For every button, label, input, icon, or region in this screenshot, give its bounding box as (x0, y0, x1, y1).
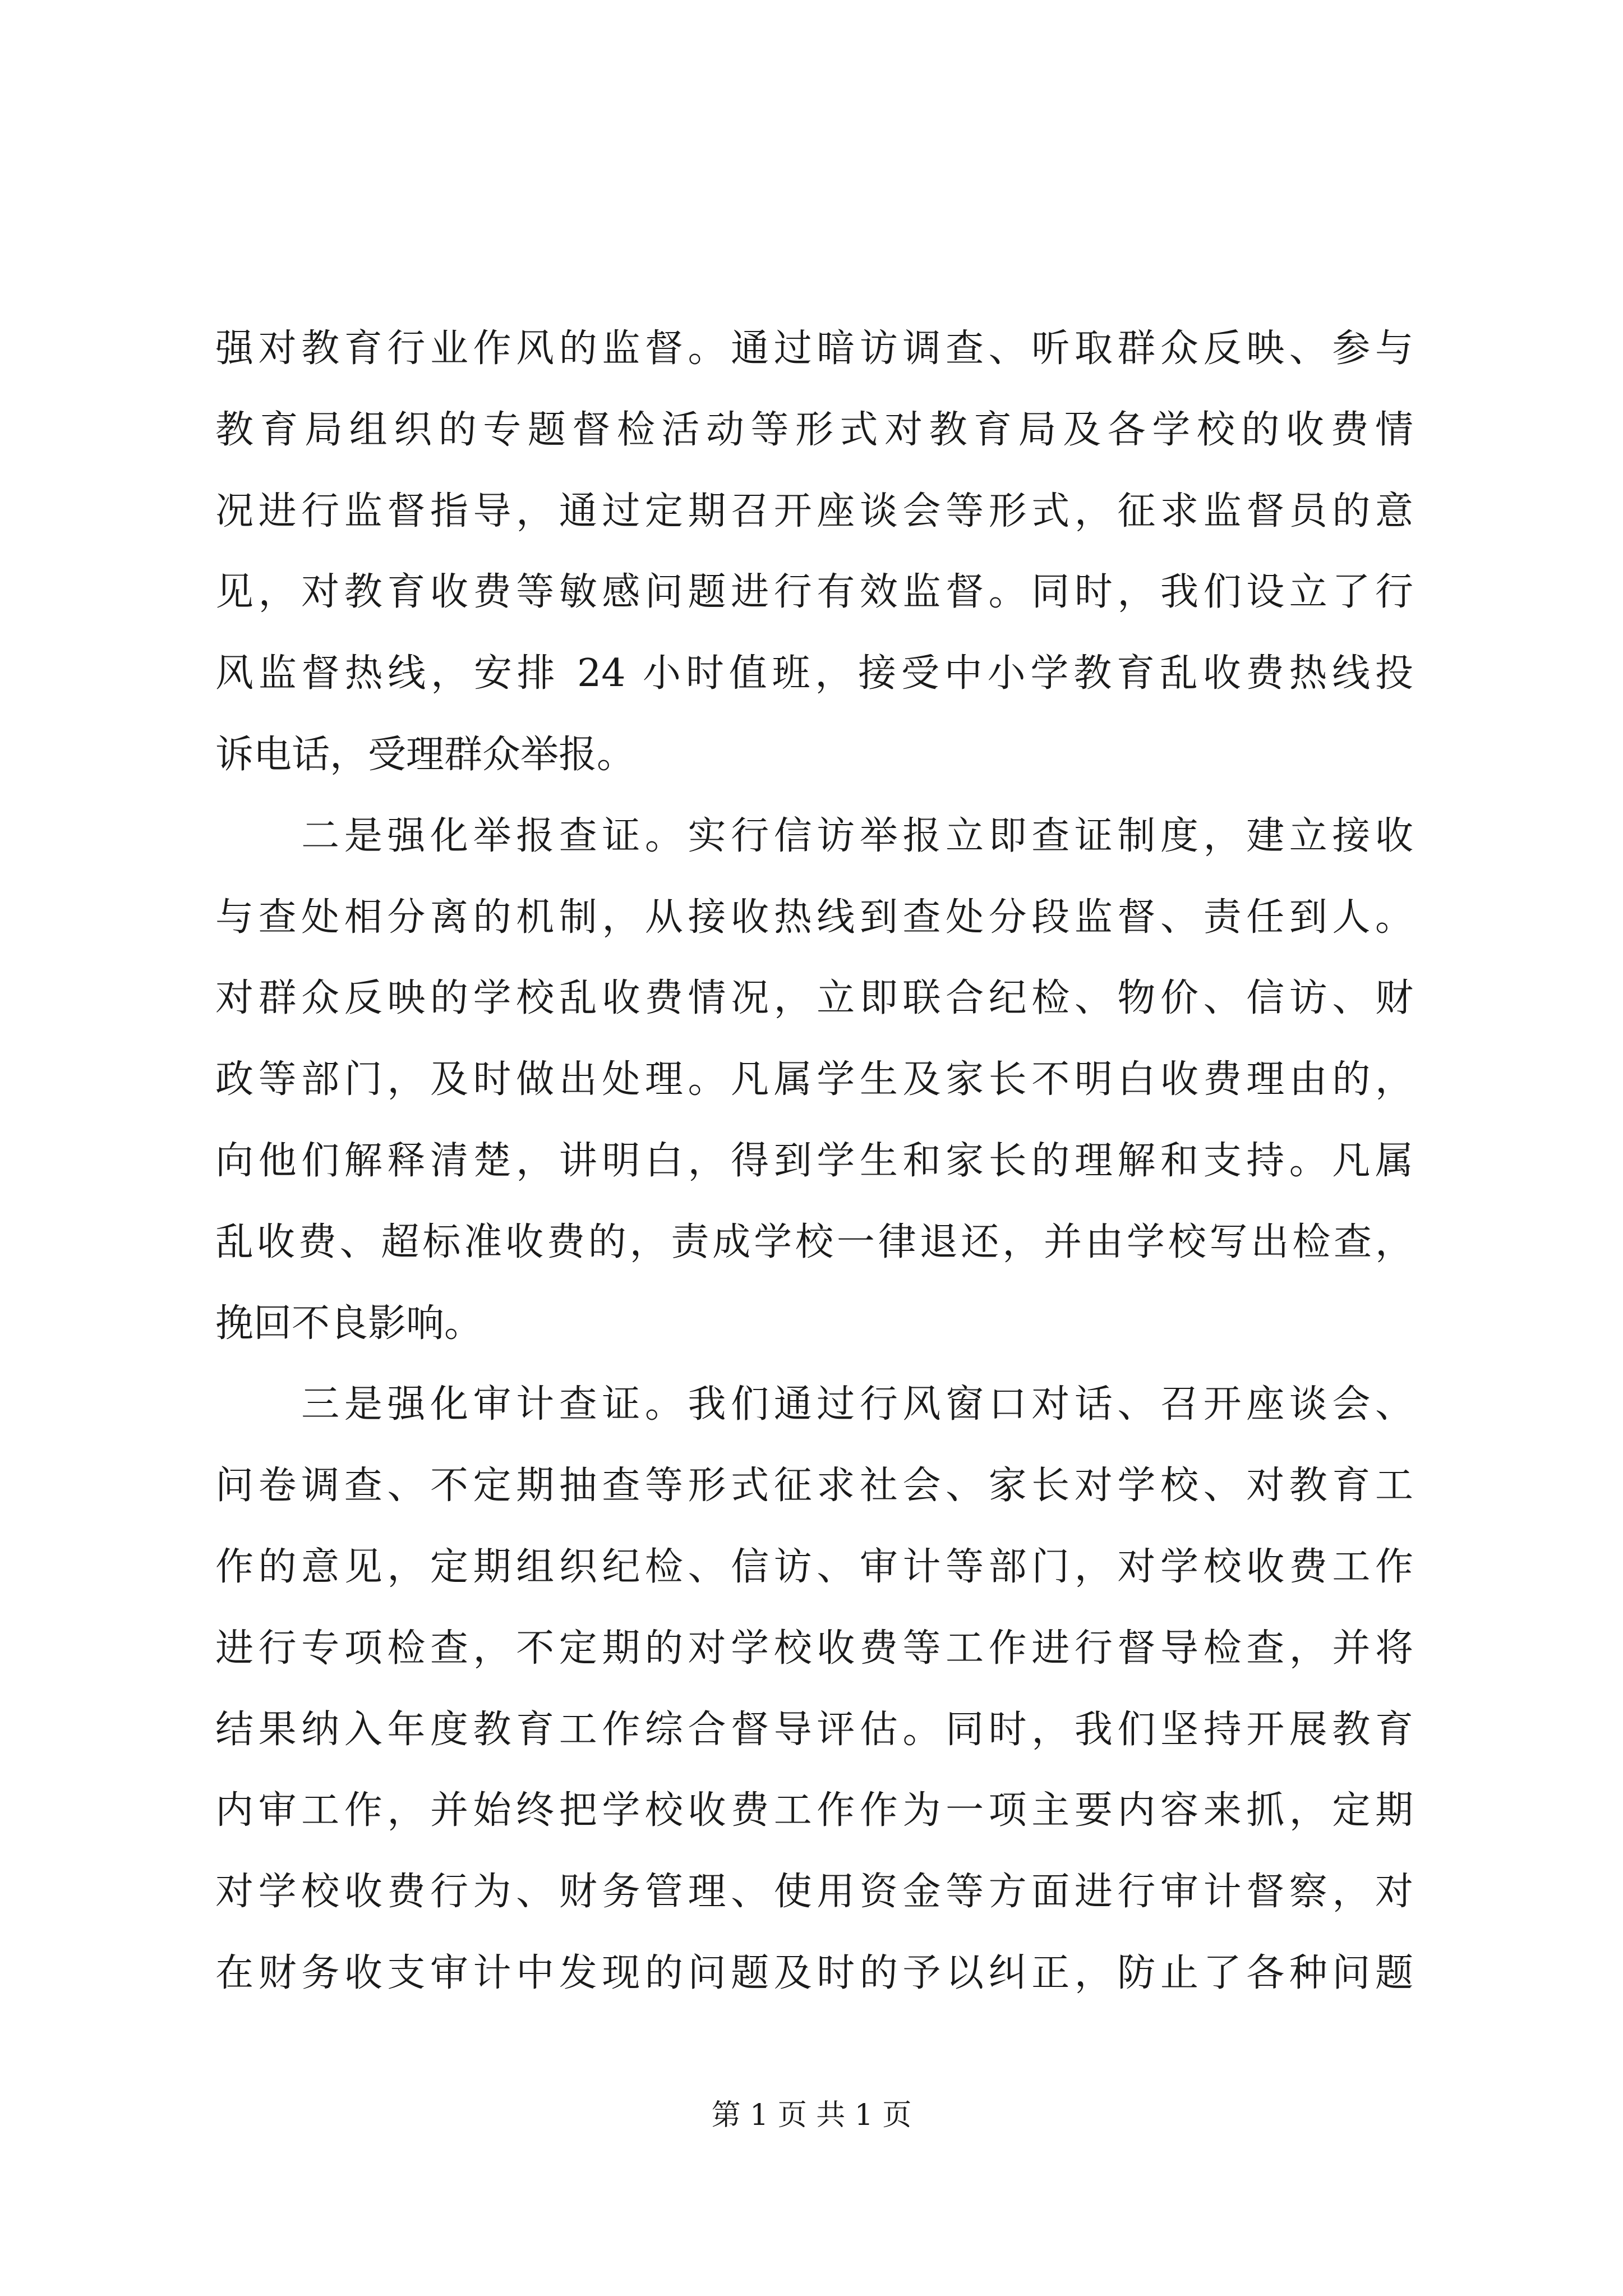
document-body (215, 309, 1413, 2014)
text-line: 结果纳入年度教育工作综合督导评估。同时，我们坚持开展教育 (215, 1707, 1413, 1752)
text-line: 挽回不良影响。 (215, 1301, 483, 1346)
text-line: 见，对教育收费等敏感问题进行有效监督。同时，我们设立了行 (215, 570, 1413, 615)
text-line: 问卷调查、不定期抽查等形式征求社会、家长对学校、对教育工 (215, 1464, 1413, 1508)
text-line: 作的意见，定期组织纪检、信访、审计等部门，对学校收费工作 (215, 1544, 1413, 1589)
text-line: 对学校收费行为、财务管理、使用资金等方面进行审计督察，对 (215, 1870, 1413, 1915)
text-line: 向他们解释清楚，讲明白，得到学生和家长的理解和支持。凡属 (215, 1138, 1413, 1183)
text-line: 二是强化举报查证。实行信访举报立即查证制度，建立接收 (215, 813, 1413, 858)
text-line: 在财务收支审计中发现的问题及时的予以纠正，防止了各种问题 (215, 1950, 1413, 1995)
text-line: 风监督热线，安排 24 小时值班，接受中小学教育乱收费热线投 (215, 651, 1413, 696)
text-line: 内审工作，并始终把学校收费工作作为一项主要内容来抓，定期 (215, 1788, 1413, 1833)
text-line: 与查处相分离的机制，从接收热线到查处分段监督、责任到人。 (215, 895, 1413, 940)
text-line: 乱收费、超标准收费的，责成学校一律退还，并由学校写出检查， (215, 1220, 1413, 1264)
text-line: 教育局组织的专题督检活动等形式对教育局及各学校的收费情 (215, 407, 1413, 452)
text-line: 对群众反映的学校乱收费情况，立即联合纪检、物价、信访、财 (215, 976, 1413, 1021)
text-line: 诉电话，受理群众举报。 (215, 732, 635, 777)
text-line: 进行专项检查，不定期的对学校收费等工作进行督导检查，并将 (215, 1626, 1413, 1671)
page-footer: 第 1 页 共 1 页 (711, 2099, 912, 2132)
text-line: 政等部门，及时做出处理。凡属学生及家长不明白收费理由的， (215, 1057, 1413, 1102)
text-line: 强对教育行业作风的监督。通过暗访调查、听取群众反映、参与 (215, 326, 1413, 371)
text-line: 三是强化审计查证。我们通过行风窗口对话、召开座谈会、 (215, 1382, 1413, 1427)
text-line: 况进行监督指导，通过定期召开座谈会等形式，征求监督员的意 (215, 489, 1413, 533)
